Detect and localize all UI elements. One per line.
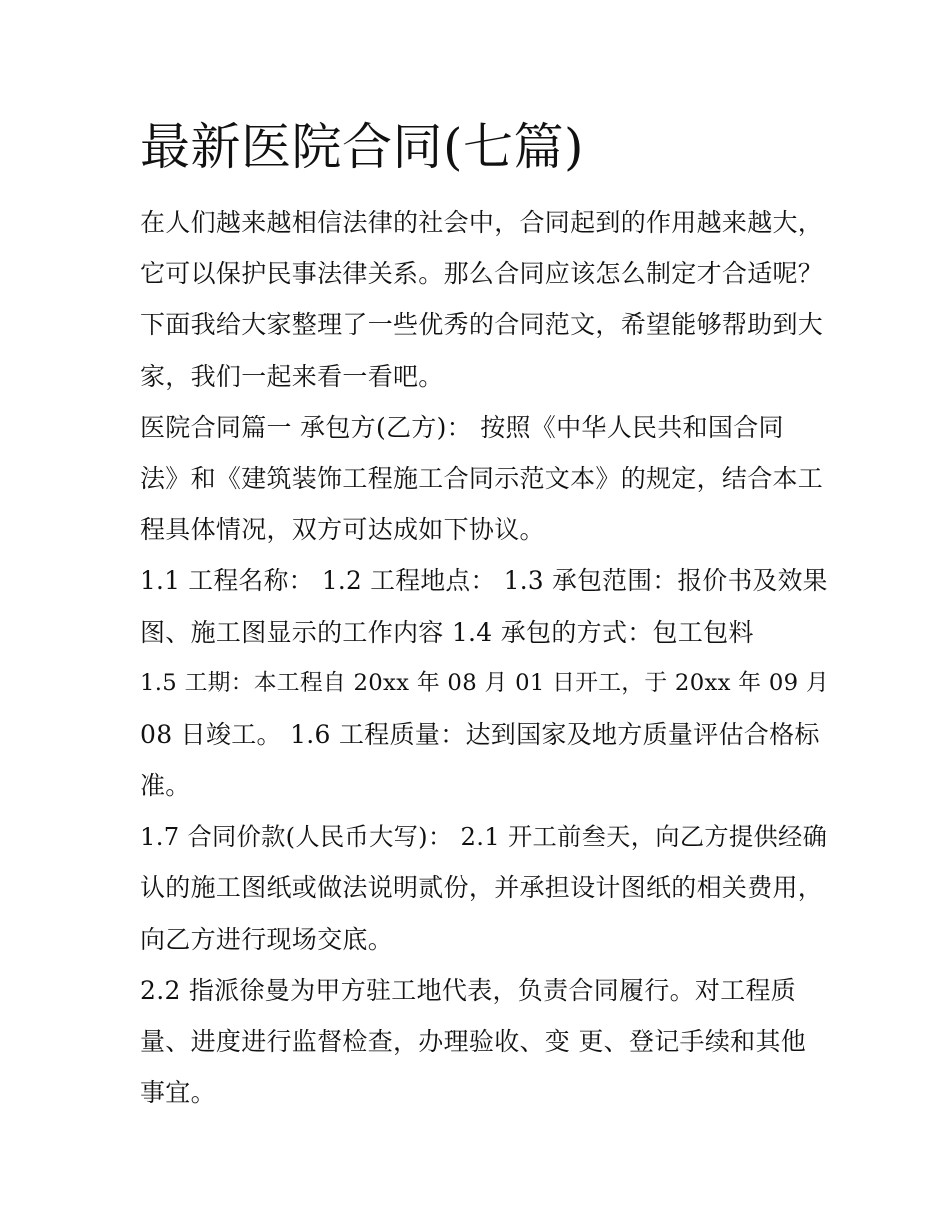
text-line: 08 日竣工。 1.6 工程质量：达到国家及地方质量评估合格标	[140, 719, 820, 749]
text-line: 法》和《建筑装饰工程施工合同示范文本》的规定，结合本工	[140, 463, 824, 493]
text-line: 下面我给大家整理了一些优秀的合同范文，希望能够帮助到大	[140, 310, 824, 340]
text-line: 医院合同篇一 承包方(乙方)： 按照《中华人民共和国合同	[140, 412, 784, 442]
text-line: 向乙方进行现场交底。	[140, 924, 394, 954]
text-line: 1.1 工程名称： 1.2 工程地点： 1.3 承包范围：报价书及效果	[140, 566, 828, 596]
text-line: 图、施工图显示的工作内容 1.4 承包的方式：包工包料	[140, 617, 754, 647]
text-line: 1.7 合同价款(人民币大写)： 2.1 开工前叁天，向乙方提供经确	[140, 822, 828, 852]
text-line: 2.2 指派徐曼为甲方驻工地代表，负责合同履行。对工程质	[140, 975, 797, 1005]
text-line: 准。	[140, 771, 191, 801]
text-line: 程具体情况，双方可达成如下协议。	[140, 515, 545, 545]
text-line: 在人们越来越相信法律的社会中，合同起到的作用越来越大，	[140, 208, 824, 237]
document-title: 最新医院合同(七篇)	[140, 118, 585, 176]
document-body	[140, 197, 830, 1118]
text-line: 家，我们一起来看一看吧。	[140, 361, 444, 391]
text-line: 它可以保护民事法律关系。那么合同应该怎么制定才合适呢？	[140, 259, 824, 289]
text-line: 事宜。	[140, 1078, 216, 1108]
text-line: 量、进度进行监督检查，办理验收、变 更、登记手续和其他	[140, 1027, 807, 1056]
text-line: 1.5 工期：本工程自 20xx 年 08 月 01 日开工，于 20xx 年 09 月	[140, 669, 829, 696]
text-line: 认的施工图纸或做法说明贰份，并承担设计图纸的相关费用，	[140, 873, 824, 903]
